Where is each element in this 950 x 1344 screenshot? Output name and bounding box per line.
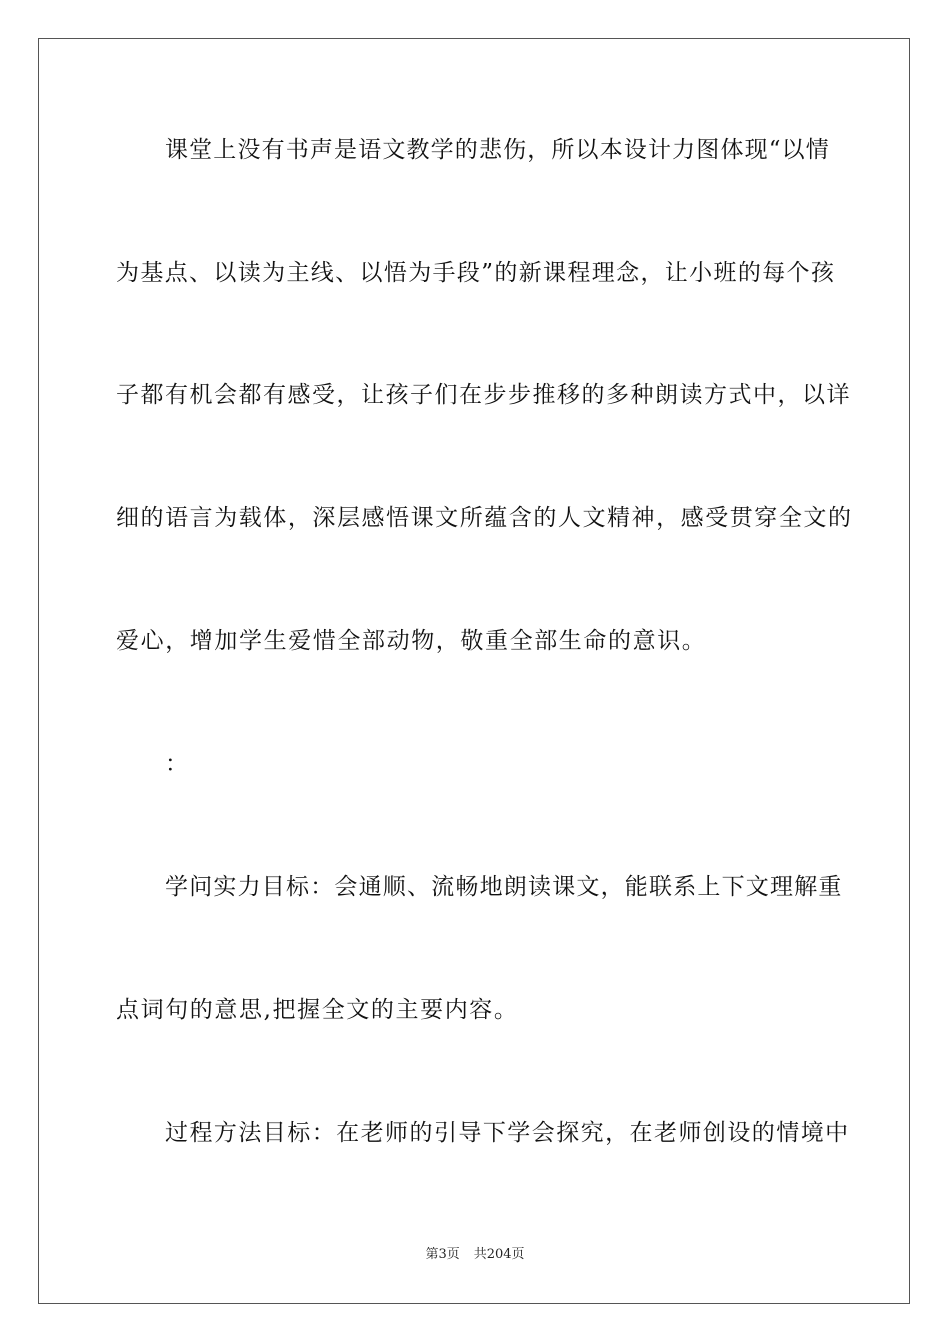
paragraph-1-line-1: 课堂上没有书声是语文教学的悲伤，所以本设计力图体现“以情 [165,137,830,163]
paragraph-4-line-1: 过程方法目标：在老师的引导下学会探究，在老师创设的情境中 [165,1120,850,1146]
page-number: 第3页 [425,1247,460,1262]
paragraph-3-line-1: 学问实力目标：会通顺、流畅地朗读课文，能联系上下文理解重 [165,874,843,900]
paragraph-1-line-4: 细的语言为载体，深层感悟课文所蕴含的人文精神，感受贯穿全文的 [116,505,853,531]
total-pages: 共204页 [473,1247,525,1262]
paragraph-3-line-2: 点词句的意思,把握全文的主要内容。 [116,997,519,1023]
page-border [38,38,910,1304]
page-footer [0,1247,950,1263]
paragraph-1-line-2: 为基点、以读为主线、以悟为手段”的新课程理念，让小班的每个孩 [116,260,836,286]
paragraph-2-line-1: ： [165,751,190,777]
paragraph-1-line-5: 爱心，增加学生爱惜全部动物，敬重全部生命的意识。 [116,628,707,654]
paragraph-1-line-3: 子都有机会都有感受，让孩子们在步步推移的多种朗读方式中，以详 [116,382,851,408]
